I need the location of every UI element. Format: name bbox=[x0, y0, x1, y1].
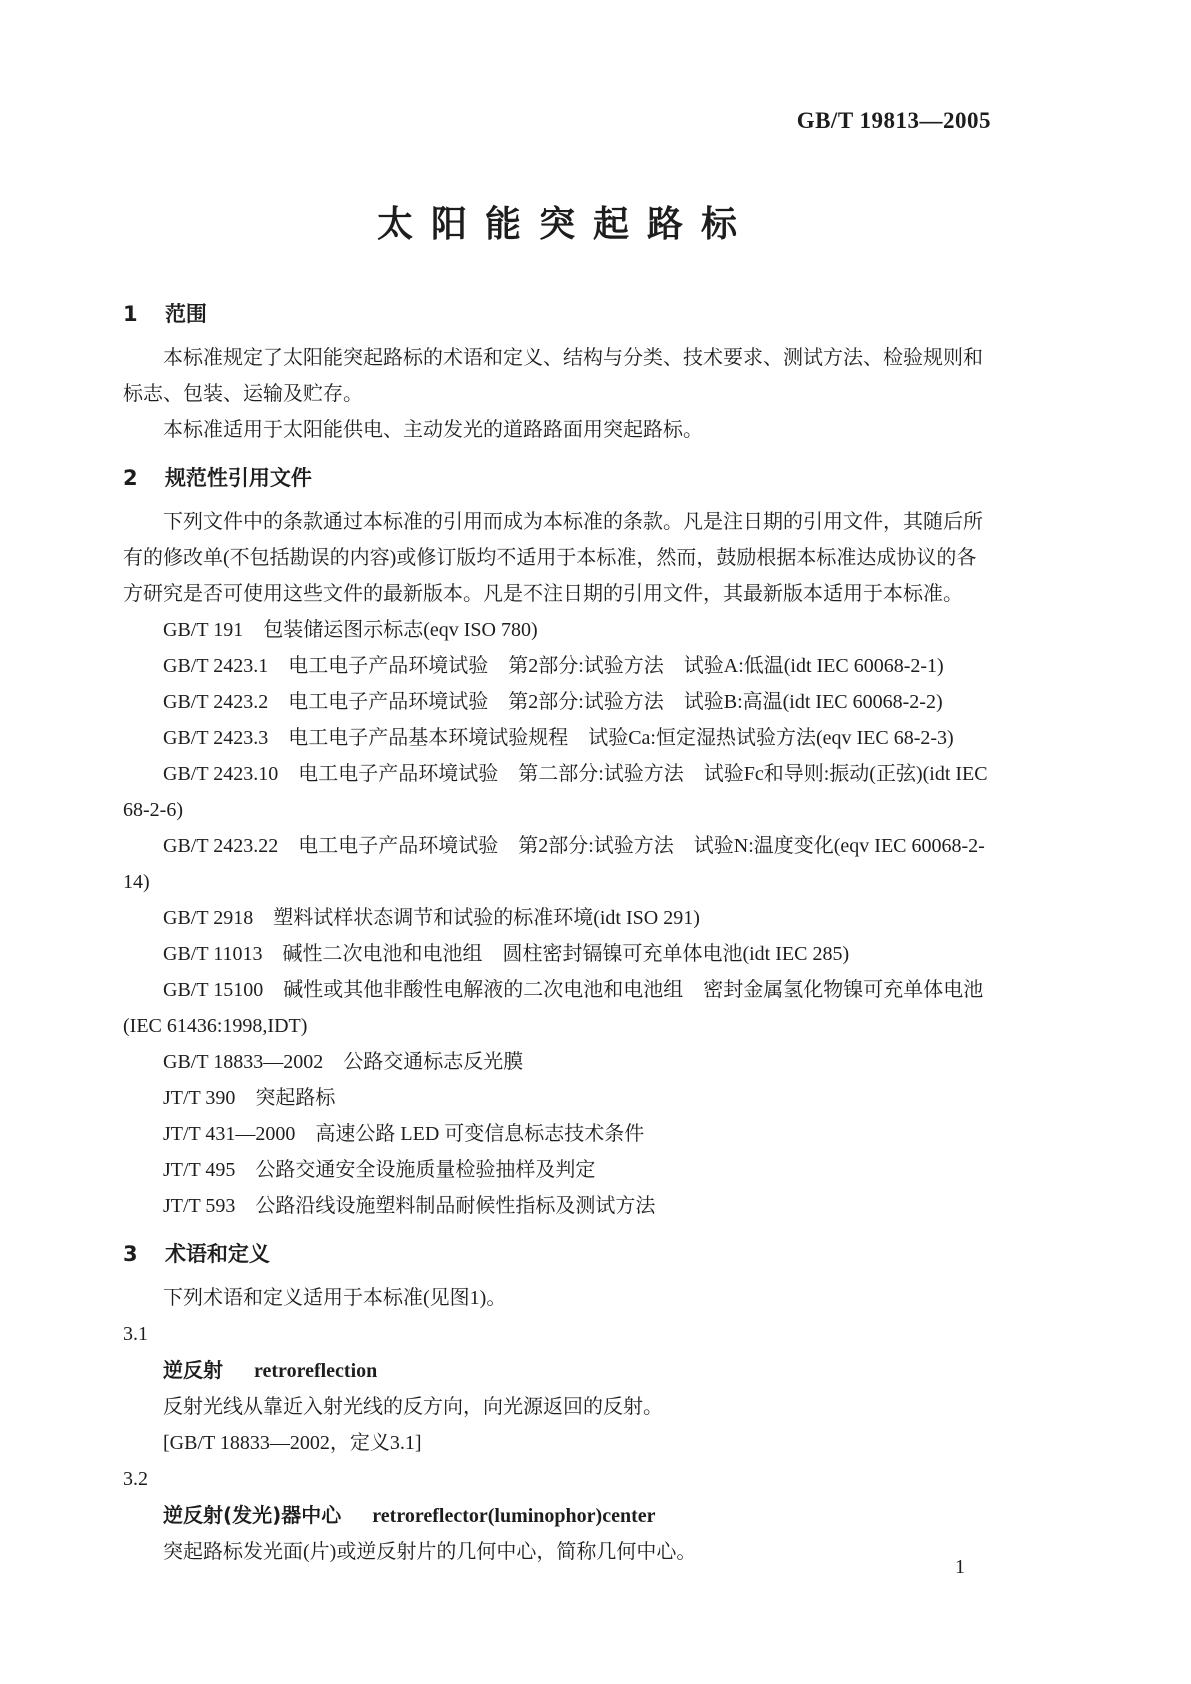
term-chinese: 逆反射(发光)器中心 bbox=[163, 1503, 342, 1527]
paragraph: 本标准规定了太阳能突起路标的术语和定义、结构与分类、技术要求、测试方法、检验规则和标志、包装、运输及贮存。 bbox=[123, 347, 983, 405]
reference-item: GB/T 2423.10 电工电子产品环境试验 第二部分:试验方法 试验Fc和导则:振动(正弦)(idt IEC 68-2-6) bbox=[123, 763, 988, 821]
paragraph: 下列文件中的条款通过本标准的引用而成为本标准的条款。凡是注日期的引用文件，其随后所有的修改单(不包括勘误的内容)或修订版均不适用于本标准，然而，鼓励根据本标准达成协议的各方研究是否可使用这些文件的最新版本。凡是不注日期的引用文件，其最新版本适用于本标准。 bbox=[123, 511, 983, 605]
section-heading-normative-references bbox=[123, 464, 991, 492]
section-heading-terms-and-definitions bbox=[123, 1240, 991, 1268]
reference-item: GB/T 11013 碱性二次电池和电池组 圆柱密封镉镍可充单体电池(idt IEC 285) bbox=[163, 943, 850, 965]
term-definition: 反射光线从靠近入射光线的反方向，向光源返回的反射。 bbox=[163, 1396, 663, 1418]
term-english: retroreflection bbox=[254, 1360, 378, 1382]
term-heading bbox=[123, 1352, 991, 1389]
paragraph: 本标准适用于太阳能供电、主动发光的道路路面用突起路标。 bbox=[163, 419, 703, 441]
reference-item: GB/T 2423.2 电工电子产品环境试验 第2部分:试验方法 试验B:高温(idt IEC 60068-2-2) bbox=[163, 691, 943, 713]
reference-item: GB/T 2423.1 电工电子产品环境试验 第2部分:试验方法 试验A:低温(idt IEC 60068-2-1) bbox=[163, 655, 944, 677]
clause-number: 3.1 bbox=[123, 1323, 148, 1345]
reference-item: JT/T 431—2000 高速公路 LED 可变信息标志技术条件 bbox=[163, 1123, 645, 1145]
term-english: retroreflector(luminophor)center bbox=[372, 1505, 656, 1527]
document-title: 太阳能突起路标 bbox=[376, 204, 755, 245]
term-definition: 突起路标发光面(片)或逆反射片的几何中心，简称几何中心。 bbox=[163, 1541, 697, 1563]
reference-item: GB/T 18833—2002 公路交通标志反光膜 bbox=[163, 1051, 524, 1073]
standard-code: GB/T 19813—2005 bbox=[796, 108, 991, 133]
term-chinese: 逆反射 bbox=[163, 1358, 223, 1382]
section-number: 1 bbox=[123, 302, 138, 326]
reference-item: JT/T 390 突起路标 bbox=[163, 1087, 336, 1109]
section-heading-scope bbox=[123, 300, 991, 328]
reference-item: GB/T 15100 碱性或其他非酸性电解液的二次电池和电池组 密封金属氢化物镍可充单体电池(IEC 61436:1998,IDT) bbox=[123, 979, 984, 1037]
reference-item: JT/T 495 公路交通安全设施质量检验抽样及判定 bbox=[163, 1159, 596, 1181]
reference-item: GB/T 2423.22 电工电子产品环境试验 第2部分:试验方法 试验N:温度变化(eqv IEC 60068-2-14) bbox=[123, 835, 985, 893]
reference-item: JT/T 593 公路沿线设施塑料制品耐候性指标及测试方法 bbox=[163, 1195, 656, 1217]
term-source: [GB/T 18833—2002，定义3.1] bbox=[163, 1432, 422, 1454]
section-title: 规范性引用文件 bbox=[164, 466, 312, 490]
section-title: 范围 bbox=[164, 302, 207, 326]
term-heading bbox=[123, 1497, 991, 1534]
reference-item: GB/T 2423.3 电工电子产品基本环境试验规程 试验Ca:恒定湿热试验方法(eqv IEC 68-2-3) bbox=[163, 727, 954, 749]
text-block bbox=[123, 106, 991, 1570]
reference-item: GB/T 2918 塑料试样状态调节和试验的标准环境(idt ISO 291) bbox=[163, 907, 700, 929]
reference-item: GB/T 191 包装储运图示标志(eqv ISO 780) bbox=[163, 619, 538, 641]
section-number: 2 bbox=[123, 466, 138, 490]
page-number: 1 bbox=[955, 1556, 965, 1578]
section-number: 3 bbox=[123, 1242, 138, 1266]
section-title: 术语和定义 bbox=[164, 1242, 270, 1266]
paragraph: 下列术语和定义适用于本标准(见图1)。 bbox=[163, 1287, 507, 1309]
clause-number: 3.2 bbox=[123, 1468, 148, 1490]
